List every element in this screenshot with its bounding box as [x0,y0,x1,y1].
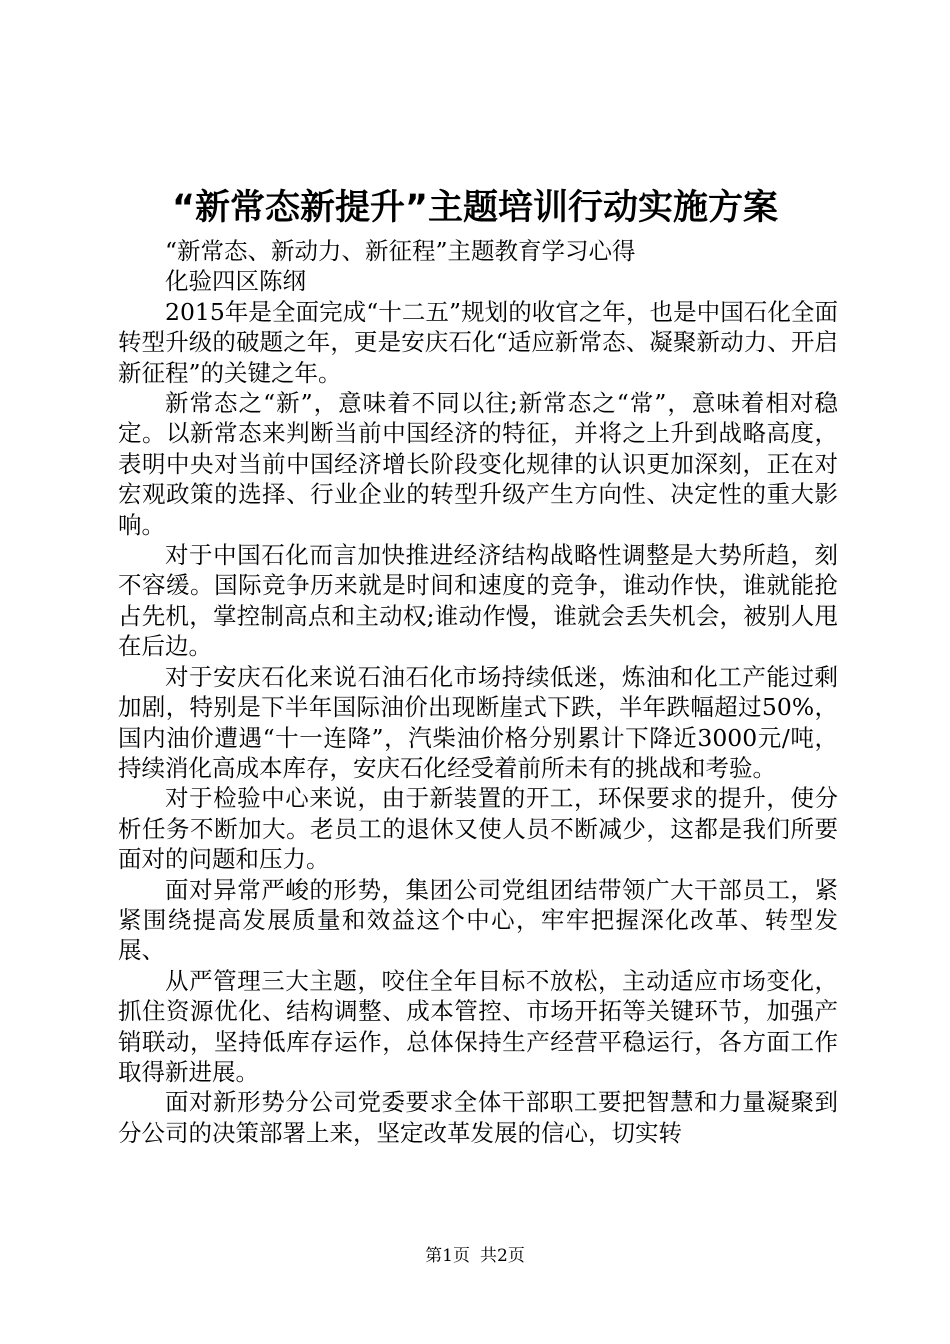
page-number: 第1页 [425,1246,470,1266]
body-paragraph: 面对新形势分公司党委要求全体干部职工要把智慧和力量凝聚到分公司的决策部署上来，坚定改革发展的信心，切实转 [118,1088,838,1147]
body-paragraph: 新常态之“新”，意味着不同以往;新常态之“常”，意味着相对稳定。以新常态来判断当前中国经济的特征，并将之上升到战略高度，表明中央对当前中国经济增长阶段变化规律的认识更加深刻，正在对宏观政策的选择、行业企业的转型升级产生方向性、决定性的重大影响。 [118,389,838,539]
page-footer [0,1244,950,1268]
subtitle-paragraph: “新常态、新动力、新征程”主题教育学习心得 [165,237,636,265]
document-title: “新常态新提升”主题培训行动实施方案 [171,188,778,228]
body-paragraph: 从严管理三大主题，咬住全年目标不放松，主动适应市场变化，抓住资源优化、结构调整、成本管控、市场开拓等关键环节，加强产销联动，坚持低库存运作，总体保持生产经营平稳运行，各方面工作取得新进展。 [118,966,838,1086]
body-paragraph: 2015年是全面完成“十二五”规划的收官之年，也是中国石化全面转型升级的破题之年，更是安庆石化“适应新常态、凝聚新动力、开启新征程”的关键之年。 [118,297,838,387]
page-total: 共2页 [480,1246,525,1266]
body-paragraph: 面对异常严峻的形势，集团公司党组团结带领广大干部员工，紧紧围绕提高发展质量和效益这个中心，牢牢把握深化改革、转型发展、 [118,875,838,965]
document-body [118,236,838,1148]
body-paragraph: 对于检验中心来说，由于新装置的开工，环保要求的提升，使分析任务不断加大。老员工的退休又使人员不断减少，这都是我们所要面对的问题和压力。 [118,784,838,874]
author-paragraph: 化验四区陈纲 [165,267,306,296]
body-paragraph: 对于安庆石化来说石油石化市场持续低迷，炼油和化工产能过剩加剧，特别是下半年国际油价出现断崖式下跌，半年跌幅超过50%，国内油价遭遇“十一连降”，汽柴油价格分别累计下降近3000元/吨，持续消化高成本库存，安庆石化经受着前所未有的挑战和考验。 [118,662,838,782]
body-paragraph: 对于中国石化而言加快推进经济结构战略性调整是大势所趋，刻不容缓。国际竞争历来就是时间和速度的竞争，谁动作快，谁就能抢占先机，掌控制高点和主动权;谁动作慢，谁就会丢失机会，被别人甩在后边。 [118,541,838,661]
